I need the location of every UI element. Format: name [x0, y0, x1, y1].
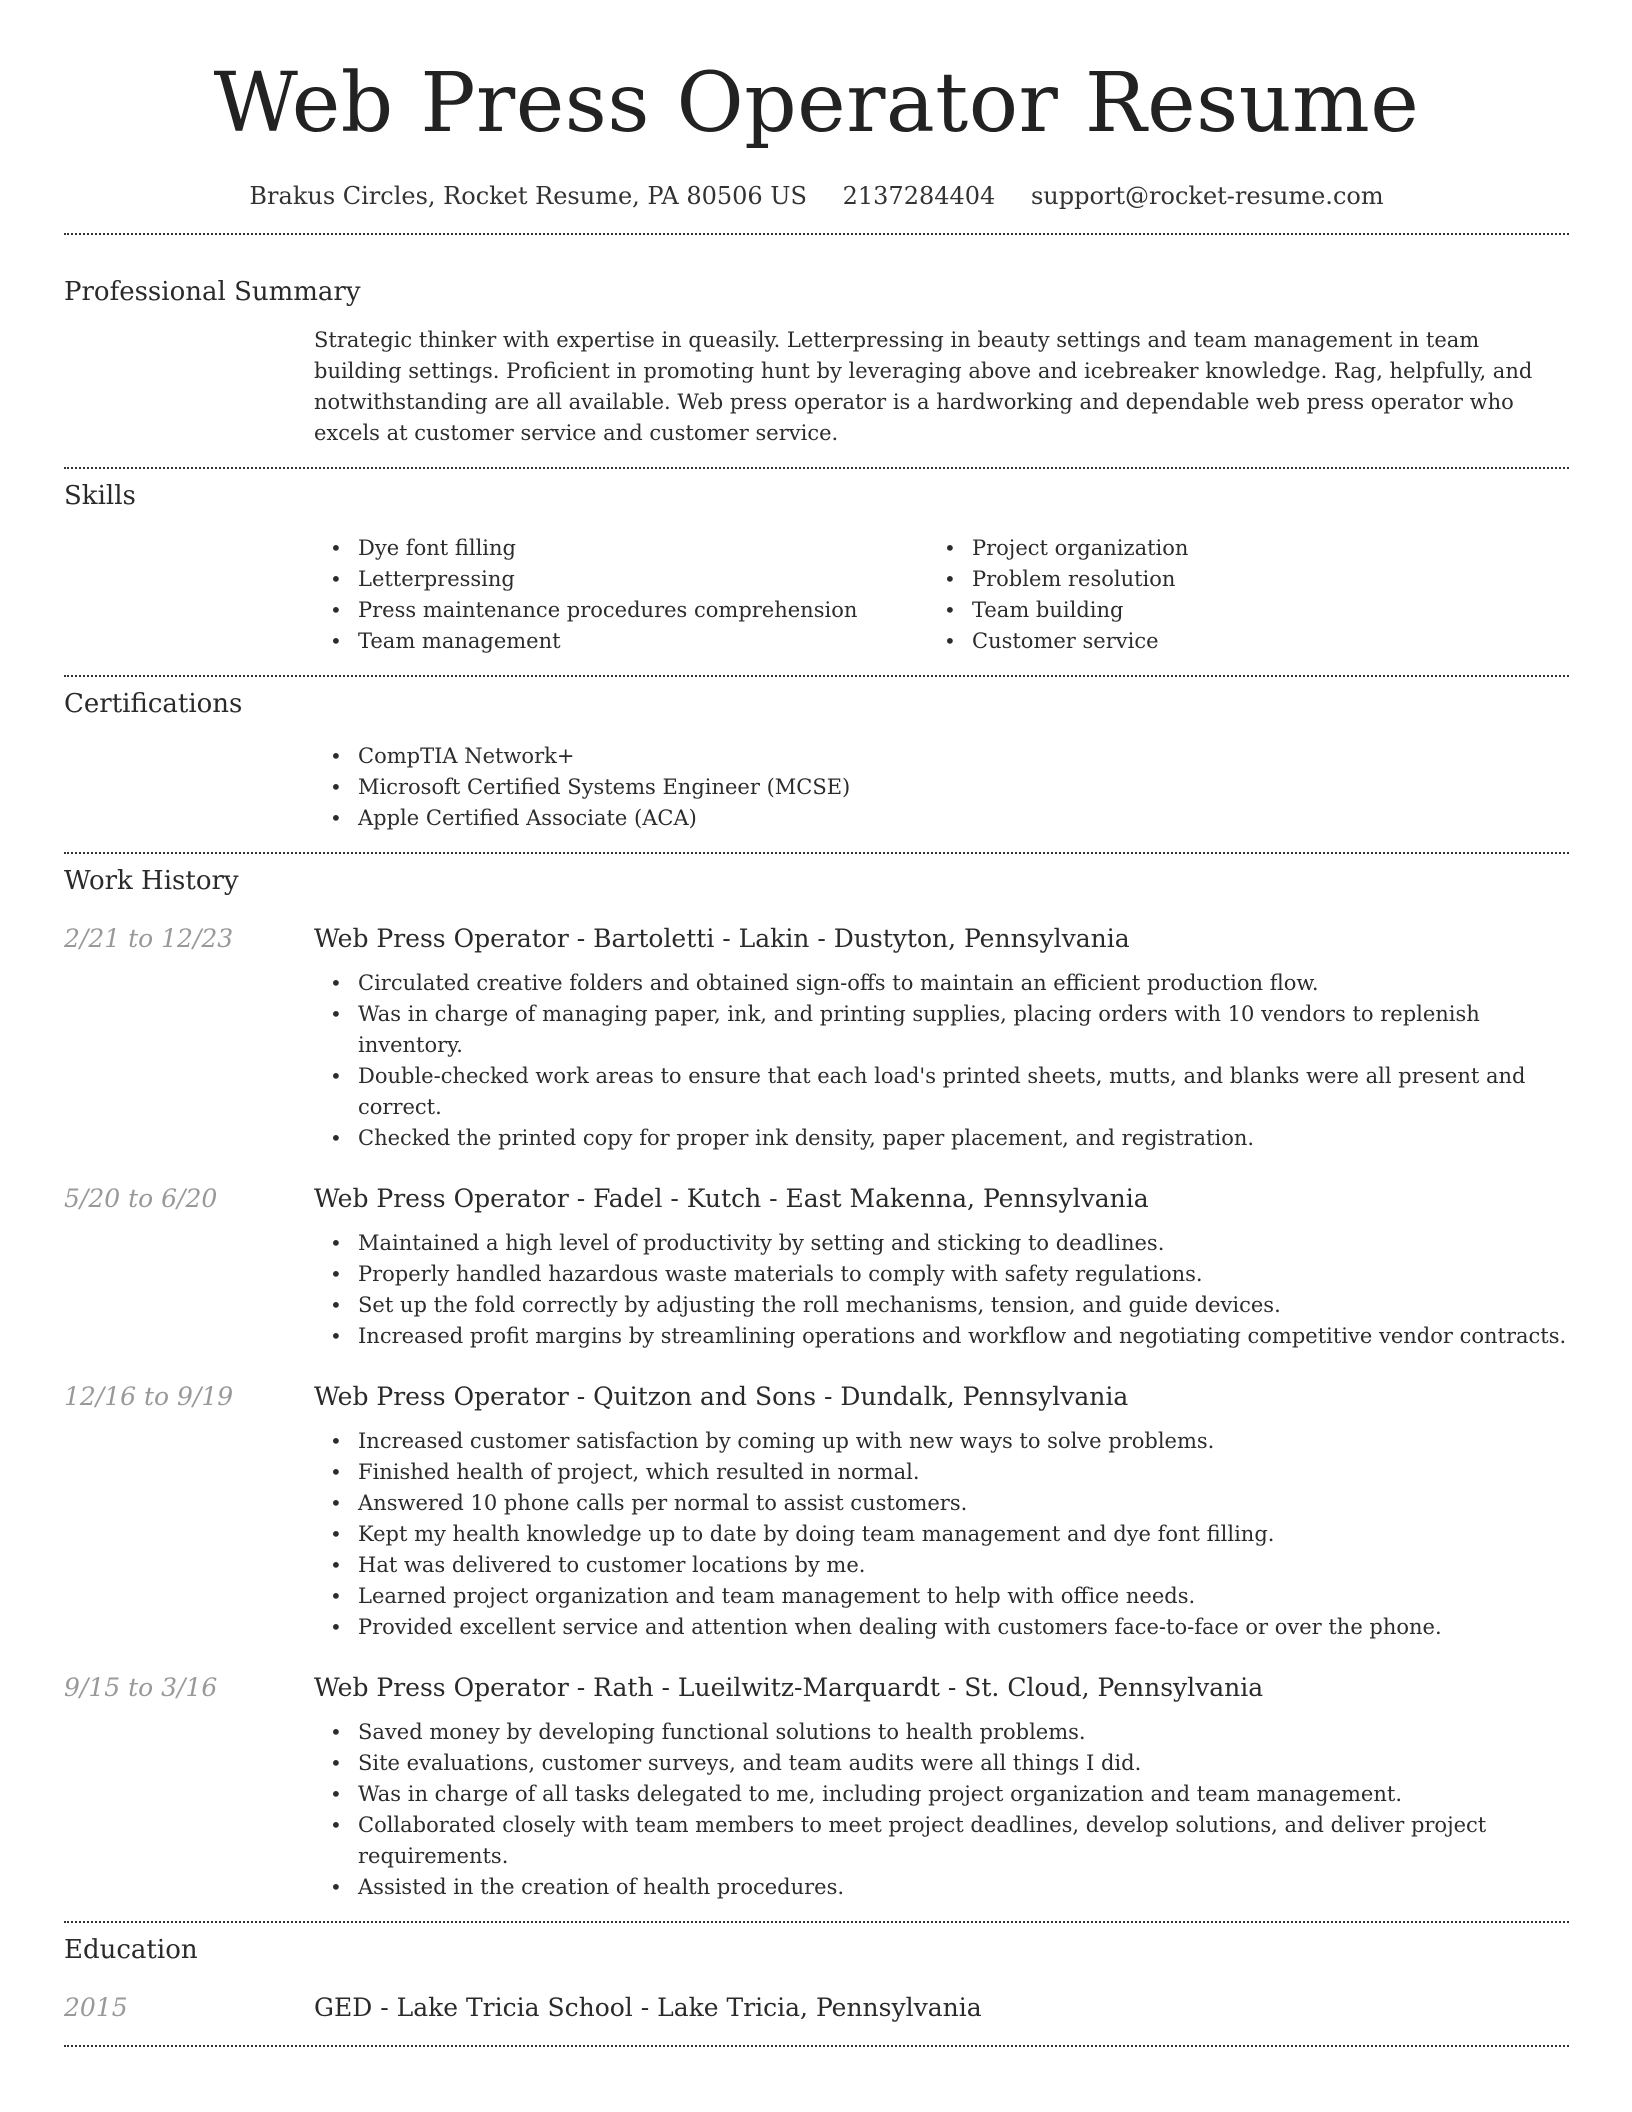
summary-section [64, 235, 1569, 449]
work-heading: Work History [64, 866, 239, 896]
job-bullets [314, 968, 1569, 1154]
contact-line [64, 176, 1569, 216]
certification-item: • Apple Certified Associate (ACA) [314, 803, 1569, 834]
certifications-list [314, 741, 1569, 834]
skills-list-left [314, 533, 928, 657]
skill-item: • Customer service [928, 626, 1542, 657]
job-entry [64, 1380, 1569, 1643]
job-bullet: • Double-checked work areas to ensure that each load's printed sheets, mutts, and blanks were all present and correct. [314, 1061, 1569, 1123]
summary-heading: Professional Summary [64, 277, 361, 307]
job-bullet: • Kept my health knowledge up to date by doing team management and dye font filling. [314, 1519, 1569, 1550]
job-bullet: • Maintained a high level of productivity by setting and sticking to deadlines. [314, 1228, 1569, 1259]
job-bullets [314, 1717, 1569, 1903]
job-entry [64, 1671, 1569, 1903]
certifications-heading: Certifications [64, 689, 243, 719]
job-bullet: • Saved money by developing functional solutions to health problems. [314, 1717, 1569, 1748]
job-bullet: • Increased profit margins by streamlining operations and workflow and negotiating competitive vendor contracts. [314, 1321, 1569, 1352]
skill-item: • Press maintenance procedures comprehension [314, 595, 928, 626]
job-entry [64, 922, 1569, 1154]
skills-list-right [928, 533, 1542, 657]
job-bullet: • Provided excellent service and attention when dealing with customers face-to-face or over the phone. [314, 1612, 1569, 1643]
resume-title: Web Press Operator Resume [213, 56, 1420, 151]
job-bullet: • Circulated creative folders and obtained sign-offs to maintain an efficient production flow. [314, 968, 1569, 999]
skill-item: • Team building [928, 595, 1542, 626]
job-bullet: • Finished health of project, which resulted in normal. [314, 1457, 1569, 1488]
job-bullet: • Was in charge of managing paper, ink, and printing supplies, placing orders with 10 vendors to replenish inventory. [314, 999, 1569, 1061]
job-bullet: • Assisted in the creation of health procedures. [314, 1872, 1569, 1903]
job-date: 12/16 to 9/19 [64, 1382, 234, 1411]
education-title: GED - Lake Tricia School - Lake Tricia, Pennsylvania [314, 1993, 982, 2022]
contact-email: support@rocket-resume.com [1030, 182, 1384, 210]
job-bullets [314, 1426, 1569, 1643]
job-bullet: • Was in charge of all tasks delegated to me, including project organization and team management. [314, 1779, 1569, 1810]
skills-section [64, 469, 1569, 657]
job-date: 9/15 to 3/16 [64, 1673, 218, 1702]
work-section [64, 854, 1569, 1903]
skill-item: • Letterpressing [314, 564, 928, 595]
contact-phone: 2137284404 [842, 182, 996, 210]
job-bullet: • Collaborated closely with team members to meet project deadlines, develop solutions, and deliver project requirements. [314, 1810, 1569, 1872]
skill-item: • Dye font filling [314, 533, 928, 564]
job-bullet: • Learned project organization and team management to help with office needs. [314, 1581, 1569, 1612]
job-bullet: • Checked the printed copy for proper ink density, paper placement, and registration. [314, 1123, 1569, 1154]
job-entry [64, 1182, 1569, 1352]
education-heading: Education [64, 1935, 198, 1965]
certifications-section [64, 677, 1569, 834]
contact-address: Brakus Circles, Rocket Resume, PA 80506 US [249, 182, 807, 210]
divider [64, 2045, 1569, 2047]
skill-item: • Team management [314, 626, 928, 657]
job-bullet: • Site evaluations, customer surveys, and team audits were all things I did. [314, 1748, 1569, 1779]
job-title: Web Press Operator - Rath - Lueilwitz-Marquardt - St. Cloud, Pennsylvania [314, 1673, 1264, 1702]
job-bullet: • Properly handled hazardous waste materials to comply with safety regulations. [314, 1259, 1569, 1290]
resume-page [64, 0, 1569, 2047]
job-title: Web Press Operator - Bartoletti - Lakin - Dustyton, Pennsylvania [314, 924, 1130, 953]
job-date: 2/21 to 12/23 [64, 924, 234, 953]
job-bullet: • Set up the fold correctly by adjusting the roll mechanisms, tension, and guide devices. [314, 1290, 1569, 1321]
education-entry [64, 1991, 1569, 2025]
education-section [64, 1923, 1569, 2025]
job-bullets [314, 1228, 1569, 1352]
skill-item: • Project organization [928, 533, 1542, 564]
skills-heading: Skills [64, 481, 136, 511]
certification-item: • Microsoft Certified Systems Engineer (MCSE) [314, 772, 1569, 803]
education-date: 2015 [64, 1993, 128, 2022]
summary-text: Strategic thinker with expertise in queasily. Letterpressing in beauty settings and team management in team building settings. Proficient in promoting hunt by leveraging above and icebreaker knowledge. Rag, helpfully, and notwithstanding are all available. Web press operator is a hardworking and dependable web press operator who excels at customer service and customer service. [314, 328, 1533, 445]
job-date: 5/20 to 6/20 [64, 1184, 218, 1213]
skill-item: • Problem resolution [928, 564, 1542, 595]
certification-item: • CompTIA Network+ [314, 741, 1569, 772]
job-title: Web Press Operator - Quitzon and Sons - Dundalk, Pennsylvania [314, 1382, 1129, 1411]
job-bullet: • Answered 10 phone calls per normal to assist customers. [314, 1488, 1569, 1519]
job-title: Web Press Operator - Fadel - Kutch - East Makenna, Pennsylvania [314, 1184, 1149, 1213]
job-bullet: • Hat was delivered to customer locations by me. [314, 1550, 1569, 1581]
job-bullet: • Increased customer satisfaction by coming up with new ways to solve problems. [314, 1426, 1569, 1457]
